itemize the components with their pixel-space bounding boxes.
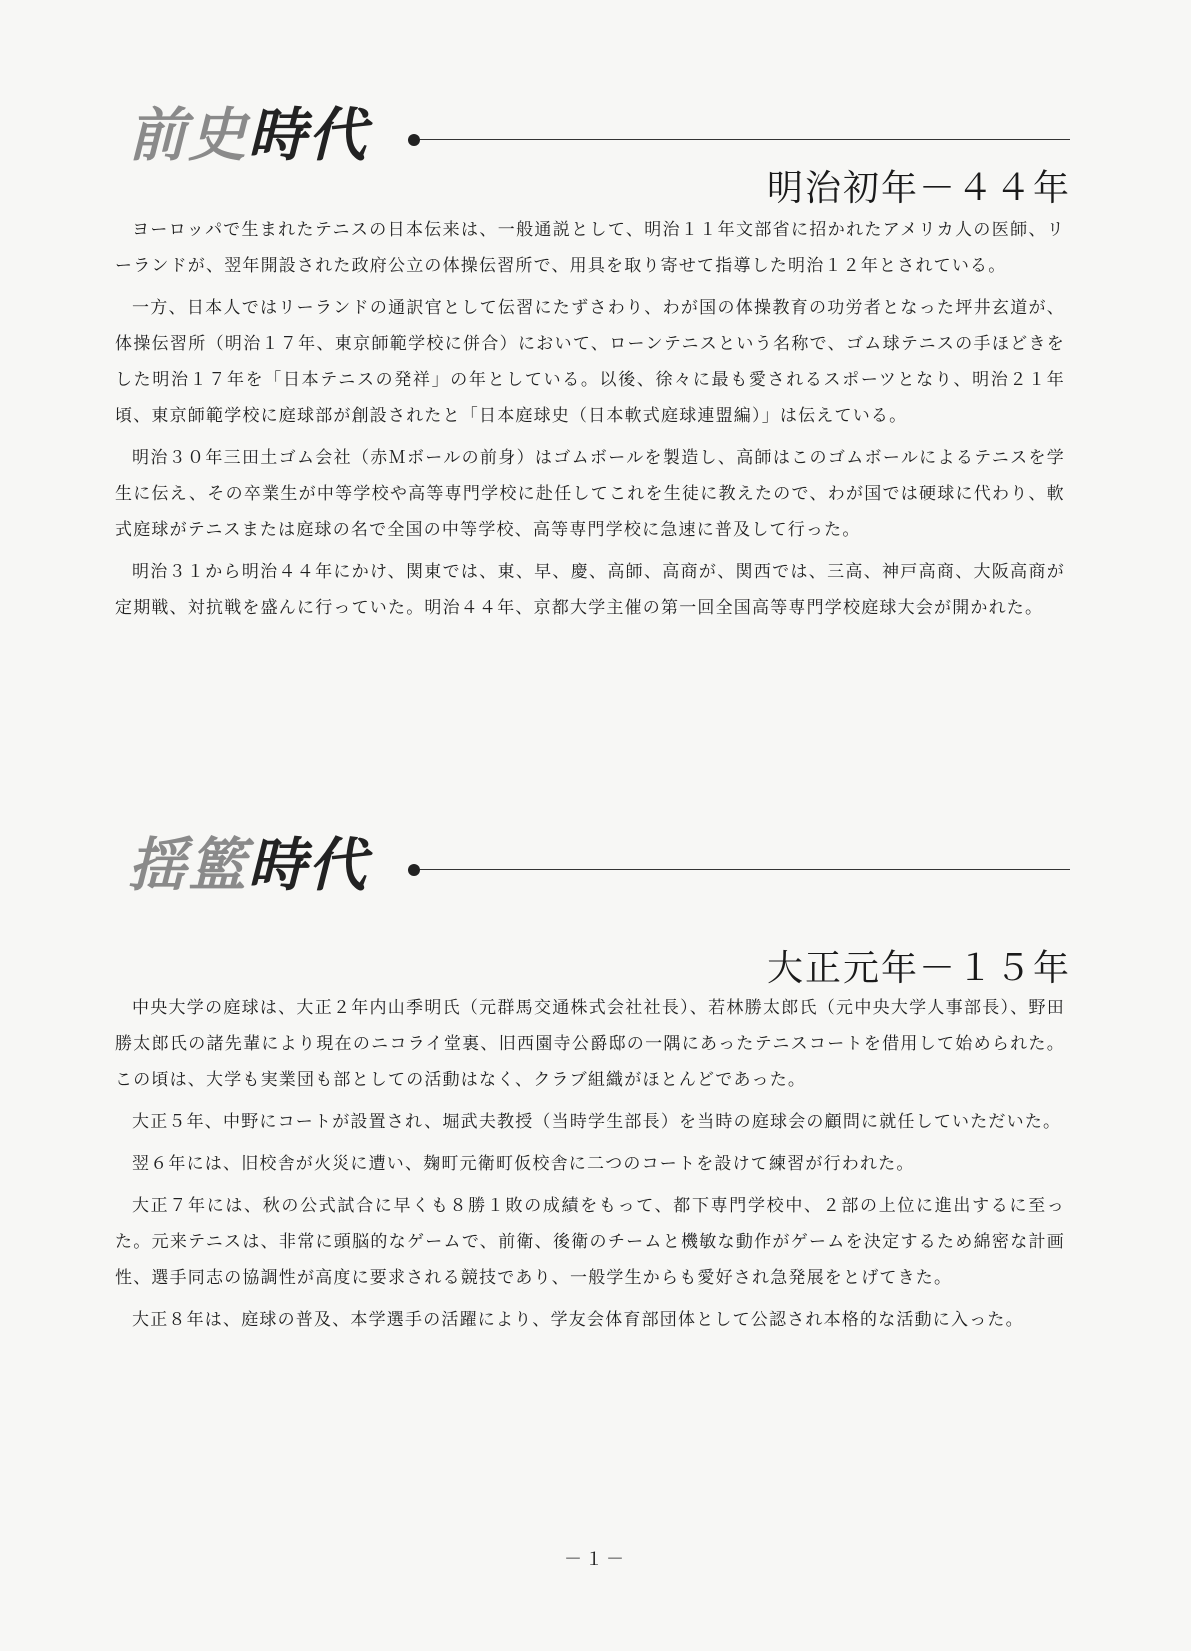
section-header-yoran	[120, 830, 1070, 900]
bullet-dot-icon	[408, 864, 420, 876]
page-number: －１－	[564, 1549, 627, 1570]
header-rule	[420, 869, 1070, 870]
section-title	[128, 100, 368, 170]
paragraph: 翌６年には、旧校舎が火災に遭い、麹町元衛町仮校舎に二つのコートを設けて練習が行われた。	[132, 1154, 915, 1174]
paragraph: 大正５年、中野にコートが設置され、堀武夫教授（当時学生部長）を当時の庭球会の顧問に就任していただいた。	[132, 1112, 1062, 1132]
header-rule	[420, 139, 1070, 140]
paragraph: 明治３０年三田土ゴム会社（赤Ｍボールの前身）はゴムボールを製造し、高師はこのゴムボールによるテニスを学生に伝え、その卒業生が中等学校や高等専門学校に赴任してこれを生徒に教えたので、わが国では硬球に代わり、軟式庭球がテニスまたは庭球の名で全国の中等学校、高等専門学校に急速に普及して行った。	[115, 448, 1065, 540]
paragraph: ヨーロッパで生まれたテニスの日本伝来は、一般通説として、明治１１年文部省に招かれたアメリカ人の医師、リーランドが、翌年開設された政府公立の体操伝習所で、用具を取り寄せて指導した明治１２年とされている。	[115, 220, 1065, 276]
section-title-light: 前史	[128, 101, 249, 169]
section-title	[128, 830, 368, 900]
section-body	[115, 990, 1065, 1344]
section-title-light: 揺籃	[128, 831, 249, 899]
bullet-dot-icon	[408, 134, 420, 146]
section-title-dark: 時代	[248, 831, 369, 899]
era-heading: 大正元年－１５年	[766, 948, 1071, 989]
paragraph: 明治３１から明治４４年にかけ、関東では、東、早、慶、高師、高商が、関西では、三高、神戸高商、大阪高商が定期戦、対抗戦を盛んに行っていた。明治４４年、京都大学主催の第一回全国高等専門学校庭球大会が開かれた。	[115, 562, 1065, 618]
section-title-dark: 時代	[248, 101, 369, 169]
paragraph: 一方、日本人ではリーランドの通訳官として伝習にたずさわり、わが国の体操教育の功労者となった坪井玄道が、体操伝習所（明治１７年、東京師範学校に併合）において、ローンテニスという名称で、ゴム球テニスの手ほどきをした明治１７年を「日本テニスの発祥」の年としている。以後、徐々に最も愛されるスポーツとなり、明治２１年頃、東京師範学校に庭球部が創設されたと「日本庭球史（日本軟式庭球連盟編）」は伝えている。	[115, 298, 1065, 426]
paragraph: 大正７年には、秋の公式試合に早くも８勝１敗の成績をもって、都下専門学校中、２部の上位に進出するに至った。元来テニスは、非常に頭脳的なゲームで、前衛、後衛のチームと機敏な動作がゲームを決定するため綿密な計画性、選手同志の協調性が高度に要求される競技であり、一般学生からも愛好され急発展をとげてきた。	[115, 1196, 1065, 1288]
paragraph: 中央大学の庭球は、大正２年内山季明氏（元群馬交通株式会社社長）、若林勝太郎氏（元中央大学人事部長）、野田勝太郎氏の諸先輩により現在のニコライ堂裏、旧西園寺公爵邸の一隅にあったテニスコートを借用して始められた。この頃は、大学も実業団も部としての活動はなく、クラブ組織がほとんどであった。	[115, 998, 1065, 1090]
section-body	[115, 212, 1065, 632]
era-heading: 明治初年－４４年	[766, 168, 1071, 209]
paragraph: 大正８年は、庭球の普及、本学選手の活躍により、学友会体育部団体として公認され本格的な活動に入った。	[132, 1310, 1024, 1330]
